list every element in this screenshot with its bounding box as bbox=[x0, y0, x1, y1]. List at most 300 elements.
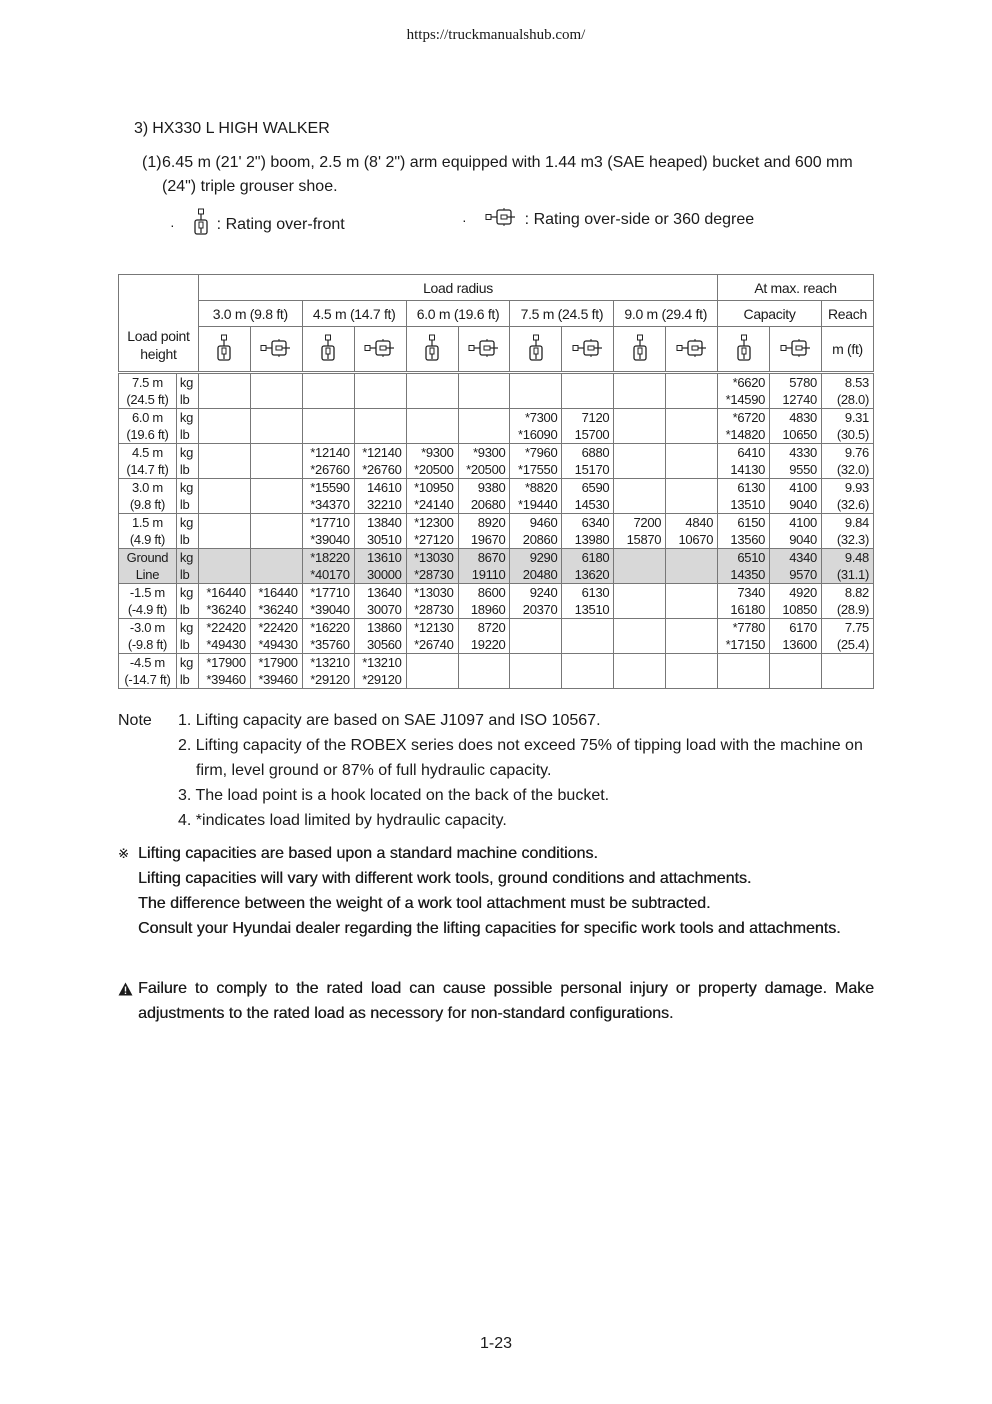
capacity-cell bbox=[562, 584, 614, 619]
capacity-cell bbox=[250, 549, 302, 584]
height-imperial: Line bbox=[135, 567, 160, 582]
max-reach-capacity-cell bbox=[718, 444, 770, 479]
capacity-cell bbox=[458, 584, 510, 619]
rating-over-front-icon bbox=[302, 327, 354, 373]
capacity-cell bbox=[562, 444, 614, 479]
value-kg bbox=[666, 479, 713, 496]
capacity-cell bbox=[406, 514, 458, 549]
value-kg bbox=[407, 409, 454, 426]
value-lb: *39460 bbox=[206, 672, 246, 687]
value-kg: 9.84 bbox=[844, 515, 869, 530]
value-lb bbox=[562, 636, 609, 653]
value-lb: *17550 bbox=[518, 462, 558, 477]
value-kg: 8670 bbox=[477, 550, 506, 565]
capacity-cell bbox=[198, 584, 250, 619]
max-reach-capacity-cell bbox=[770, 373, 822, 409]
capacity-cell bbox=[302, 373, 354, 409]
capacity-cell bbox=[614, 584, 666, 619]
max-reach-capacity-cell bbox=[770, 654, 822, 689]
value-lb: *26760 bbox=[310, 462, 350, 477]
value-kg: 13610 bbox=[366, 550, 402, 565]
unit-label: kg bbox=[179, 375, 194, 390]
unit-label: kg bbox=[179, 585, 194, 600]
value-lb: 30070 bbox=[366, 602, 402, 617]
value-lb: 10850 bbox=[782, 602, 817, 617]
value-lb: (28.9) bbox=[836, 602, 869, 617]
page-number: 1-23 bbox=[479, 1335, 513, 1352]
capacity-header: Capacity bbox=[718, 301, 822, 327]
capacity-cell bbox=[458, 654, 510, 689]
value-kg: *12300 bbox=[414, 515, 454, 530]
value-lb bbox=[666, 636, 713, 653]
value-kg: *12140 bbox=[310, 445, 350, 460]
value-lb: *49430 bbox=[258, 637, 298, 652]
load-point-height bbox=[119, 654, 177, 689]
legend-side-label: : Rating over-side or 360 degree bbox=[524, 210, 755, 228]
note-item: 3. The load point is a hook located on the back of the bucket. bbox=[178, 787, 610, 804]
height-metric: -1.5 m bbox=[129, 585, 165, 600]
value-kg bbox=[251, 374, 298, 391]
value-kg bbox=[614, 619, 661, 636]
capacity-cell bbox=[354, 549, 406, 584]
spec-text: 6.45 m (21' 2") boom, 2.5 m (8' 2") arm equipped with 1.44 m3 (SAE heaped) bucket and 600 mm (24") triple grouser shoe. bbox=[162, 154, 853, 195]
value-kg: *16220 bbox=[310, 620, 350, 635]
unit-label: lb bbox=[179, 602, 190, 617]
load-point-height bbox=[119, 479, 177, 514]
value-kg: 13860 bbox=[366, 620, 402, 635]
rating-over-front-icon bbox=[718, 327, 770, 373]
value-lb bbox=[251, 566, 298, 583]
value-kg bbox=[614, 584, 661, 601]
radius-col-header: 7.5 m (24.5 ft) bbox=[510, 301, 614, 327]
capacity-cell bbox=[510, 514, 562, 549]
max-reach-capacity-cell bbox=[770, 479, 822, 514]
rating-over-side-icon bbox=[485, 208, 517, 231]
capacity-cell bbox=[614, 619, 666, 654]
value-kg bbox=[199, 514, 246, 531]
value-kg bbox=[822, 654, 869, 671]
value-kg: 8.53 bbox=[844, 375, 869, 390]
value-lb: *16090 bbox=[518, 427, 558, 442]
value-lb: 13510 bbox=[574, 602, 610, 617]
reach-cell bbox=[821, 584, 873, 619]
value-kg: 6170 bbox=[789, 620, 817, 635]
value-kg bbox=[459, 374, 506, 391]
value-kg bbox=[251, 444, 298, 461]
height-metric: 4.5 m bbox=[131, 445, 163, 460]
value-kg: 9.31 bbox=[844, 410, 869, 425]
value-kg bbox=[614, 374, 661, 391]
height-metric: Ground bbox=[126, 550, 169, 565]
value-kg: 4830 bbox=[789, 410, 817, 425]
unit-label: lb bbox=[179, 392, 190, 407]
value-kg: *13210 bbox=[310, 655, 350, 670]
legend-front-label: : Rating over-front bbox=[216, 215, 345, 233]
value-kg: 9380 bbox=[477, 480, 506, 495]
value-lb: *20500 bbox=[466, 462, 506, 477]
unit-label: lb bbox=[179, 462, 190, 477]
reach-unit: m (ft) bbox=[821, 327, 873, 373]
value-lb: 9550 bbox=[789, 462, 817, 477]
value-lb: *28730 bbox=[414, 602, 454, 617]
capacity-cell bbox=[458, 409, 510, 444]
value-lb: *34370 bbox=[310, 497, 350, 512]
value-lb: 14530 bbox=[574, 497, 610, 512]
remark-line: The difference between the weight of a work tool attachment must be subtracted. bbox=[138, 895, 711, 912]
capacity-cell bbox=[406, 444, 458, 479]
value-kg: *22420 bbox=[258, 620, 298, 635]
load-point-height bbox=[119, 514, 177, 549]
value-kg: *9300 bbox=[473, 445, 506, 460]
value-kg bbox=[251, 514, 298, 531]
value-lb bbox=[614, 566, 661, 583]
value-kg: *16440 bbox=[206, 585, 246, 600]
value-lb bbox=[510, 391, 557, 408]
value-kg bbox=[510, 619, 557, 636]
capacity-cell bbox=[198, 619, 250, 654]
section-title-text: HX330 L HIGH WALKER bbox=[152, 120, 330, 137]
notes-list bbox=[178, 708, 878, 833]
capacity-cell bbox=[302, 409, 354, 444]
max-reach-capacity-cell bbox=[770, 584, 822, 619]
capacity-cell bbox=[198, 373, 250, 409]
capacity-cell bbox=[406, 479, 458, 514]
value-kg: *9300 bbox=[421, 445, 454, 460]
table-row bbox=[119, 549, 874, 584]
value-kg bbox=[770, 654, 817, 671]
height-imperial: (4.9 ft) bbox=[129, 532, 166, 547]
value-kg bbox=[459, 654, 506, 671]
table-row bbox=[119, 584, 874, 619]
value-lb bbox=[407, 391, 454, 408]
value-lb: 14350 bbox=[730, 567, 766, 582]
value-lb bbox=[666, 671, 713, 688]
capacity-cell bbox=[406, 619, 458, 654]
capacity-cell bbox=[666, 373, 718, 409]
value-lb: *26740 bbox=[414, 637, 454, 652]
value-lb: 20370 bbox=[522, 602, 558, 617]
radius-col-header: 4.5 m (14.7 ft) bbox=[302, 301, 406, 327]
value-lb bbox=[770, 671, 817, 688]
value-kg: 6130 bbox=[581, 585, 610, 600]
table-row bbox=[119, 444, 874, 479]
height-metric: 7.5 m bbox=[131, 375, 163, 390]
rating-over-side-icon bbox=[770, 327, 822, 373]
value-kg: 9.48 bbox=[844, 550, 869, 565]
warning-text: Failure to comply to the rated load can cause possible personal injury or property damage. Make adjustments to the rated load as necessory for non-standard configurations. bbox=[138, 980, 874, 1022]
capacity-cell bbox=[406, 409, 458, 444]
value-lb bbox=[510, 636, 557, 653]
capacity-cell bbox=[562, 619, 614, 654]
capacity-cell bbox=[406, 654, 458, 689]
capacity-cell bbox=[302, 514, 354, 549]
unit-cell bbox=[176, 514, 198, 549]
capacity-cell bbox=[406, 373, 458, 409]
value-lb: *26760 bbox=[362, 462, 402, 477]
remark-line: Consult your Hyundai dealer regarding the lifting capacities for specific work tools and attachments. bbox=[138, 920, 841, 937]
table-row bbox=[119, 654, 874, 689]
max-reach-capacity-cell bbox=[770, 409, 822, 444]
note-item: 2. Lifting capacity of the ROBEX series does not exceed 75% of tipping load with the machine on firm, level ground or 87% of full hydraulic capacity. bbox=[178, 737, 863, 779]
value-lb: 13620 bbox=[574, 567, 610, 582]
value-kg bbox=[199, 444, 246, 461]
value-kg: 6180 bbox=[581, 550, 610, 565]
capacity-cell bbox=[458, 514, 510, 549]
value-kg: 9290 bbox=[529, 550, 558, 565]
value-kg: 13840 bbox=[366, 515, 402, 530]
value-lb: 14130 bbox=[730, 462, 766, 477]
reach-cell bbox=[821, 654, 873, 689]
unit-label: lb bbox=[179, 567, 190, 582]
value-lb bbox=[355, 391, 402, 408]
value-kg: *17710 bbox=[310, 515, 350, 530]
value-kg: *8820 bbox=[524, 480, 558, 495]
rating-over-side-icon bbox=[562, 327, 614, 373]
value-lb: *39460 bbox=[258, 672, 298, 687]
value-kg bbox=[459, 409, 506, 426]
value-lb: (31.1) bbox=[836, 567, 869, 582]
capacity-cell bbox=[198, 514, 250, 549]
capacity-cell bbox=[250, 654, 302, 689]
value-kg: *7300 bbox=[524, 410, 558, 425]
capacity-cell bbox=[666, 619, 718, 654]
value-kg: *15590 bbox=[310, 480, 350, 495]
radius-col-header: 6.0 m (19.6 ft) bbox=[406, 301, 510, 327]
value-lb: 10650 bbox=[782, 427, 817, 442]
capacity-cell bbox=[614, 444, 666, 479]
height-metric: 3.0 m bbox=[131, 480, 163, 495]
value-lb bbox=[666, 391, 713, 408]
max-reach-capacity-cell bbox=[718, 549, 770, 584]
value-kg: 4920 bbox=[789, 585, 817, 600]
rating-over-front-icon bbox=[198, 327, 250, 373]
value-lb: 30000 bbox=[366, 567, 402, 582]
height-metric: -3.0 m bbox=[129, 620, 165, 635]
value-lb bbox=[666, 496, 713, 513]
load-point-height bbox=[119, 409, 177, 444]
value-kg bbox=[666, 409, 713, 426]
capacity-cell bbox=[302, 444, 354, 479]
rating-over-front-icon bbox=[510, 327, 562, 373]
remark-line: Lifting capacities are based upon a standard machine conditions. bbox=[138, 845, 598, 862]
capacity-cell bbox=[302, 584, 354, 619]
value-kg bbox=[666, 584, 713, 601]
value-kg: *16440 bbox=[258, 585, 298, 600]
value-lb bbox=[614, 391, 661, 408]
capacity-cell bbox=[666, 584, 718, 619]
value-lb bbox=[562, 391, 609, 408]
value-kg: 9.93 bbox=[844, 480, 869, 495]
value-kg: 8.82 bbox=[844, 585, 869, 600]
table-row bbox=[119, 373, 874, 409]
value-kg bbox=[251, 549, 298, 566]
unit-label: kg bbox=[179, 655, 194, 670]
value-lb: 30560 bbox=[366, 637, 402, 652]
capacity-cell bbox=[614, 479, 666, 514]
value-kg: *10950 bbox=[414, 480, 454, 495]
value-kg bbox=[199, 549, 246, 566]
capacity-cell bbox=[302, 619, 354, 654]
value-lb bbox=[251, 426, 298, 443]
max-reach-capacity-cell bbox=[770, 549, 822, 584]
height-imperial: (14.7 ft) bbox=[126, 462, 169, 477]
value-kg: 7.75 bbox=[844, 620, 869, 635]
value-kg: 4330 bbox=[789, 445, 817, 460]
radius-col-header: 9.0 m (29.4 ft) bbox=[614, 301, 718, 327]
capacity-cell bbox=[458, 619, 510, 654]
value-lb: (32.6) bbox=[836, 497, 869, 512]
value-kg: 4340 bbox=[789, 550, 817, 565]
unit-cell bbox=[176, 549, 198, 584]
value-kg: 7200 bbox=[633, 515, 662, 530]
value-lb bbox=[666, 426, 713, 443]
capacity-cell bbox=[250, 479, 302, 514]
unit-cell bbox=[176, 584, 198, 619]
value-kg: 6340 bbox=[581, 515, 610, 530]
value-kg: 9240 bbox=[529, 585, 558, 600]
value-kg: 7340 bbox=[737, 585, 766, 600]
capacity-cell bbox=[354, 514, 406, 549]
unit-label: kg bbox=[179, 480, 194, 495]
notes-label: Note bbox=[118, 712, 152, 729]
value-kg: *7960 bbox=[524, 445, 558, 460]
value-lb bbox=[614, 636, 661, 653]
value-lb: 13510 bbox=[730, 497, 766, 512]
height-imperial: (-9.8 ft) bbox=[127, 637, 168, 652]
value-kg bbox=[666, 444, 713, 461]
value-kg: 6590 bbox=[581, 480, 610, 495]
value-kg bbox=[199, 409, 246, 426]
height-imperial: (24.5 ft) bbox=[126, 392, 169, 407]
note-item: 1. Lifting capacity are based on SAE J1097 and ISO 10567. bbox=[178, 712, 601, 729]
capacity-cell bbox=[510, 584, 562, 619]
max-reach-capacity-cell bbox=[718, 654, 770, 689]
height-metric: 6.0 m bbox=[131, 410, 163, 425]
unit-label: kg bbox=[179, 445, 194, 460]
value-kg: 4840 bbox=[685, 515, 714, 530]
value-kg: 6150 bbox=[737, 515, 766, 530]
lifting-capacity-table bbox=[118, 274, 874, 689]
value-lb bbox=[614, 496, 661, 513]
capacity-cell bbox=[666, 654, 718, 689]
capacity-cell bbox=[510, 619, 562, 654]
value-kg: *17900 bbox=[258, 655, 298, 670]
value-lb bbox=[355, 426, 402, 443]
value-lb: 10670 bbox=[678, 532, 714, 547]
capacity-cell bbox=[354, 409, 406, 444]
capacity-cell bbox=[666, 444, 718, 479]
reach-cell bbox=[821, 619, 873, 654]
value-kg: 4100 bbox=[789, 480, 817, 495]
value-kg: 5780 bbox=[789, 375, 817, 390]
capacity-cell bbox=[562, 373, 614, 409]
value-kg bbox=[614, 444, 661, 461]
capacity-cell bbox=[458, 373, 510, 409]
capacity-cell bbox=[198, 409, 250, 444]
radius-col-header: 3.0 m (9.8 ft) bbox=[198, 301, 302, 327]
value-lb bbox=[251, 461, 298, 478]
value-kg: 6880 bbox=[581, 445, 610, 460]
height-imperial: (-14.7 ft) bbox=[124, 672, 171, 687]
value-lb: 12740 bbox=[782, 392, 817, 407]
value-lb: *29120 bbox=[362, 672, 402, 687]
load-point-height bbox=[119, 619, 177, 654]
value-kg bbox=[666, 654, 713, 671]
value-kg bbox=[355, 409, 402, 426]
section-number: 3) bbox=[134, 120, 149, 137]
value-lb bbox=[303, 426, 350, 443]
reach-cell bbox=[821, 514, 873, 549]
value-kg bbox=[614, 654, 661, 671]
value-lb: 15700 bbox=[574, 427, 610, 442]
capacity-cell bbox=[354, 619, 406, 654]
capacity-cell bbox=[198, 479, 250, 514]
max-reach-capacity-cell bbox=[770, 514, 822, 549]
value-lb: *28730 bbox=[414, 567, 454, 582]
value-kg: *18220 bbox=[310, 550, 350, 565]
capacity-cell bbox=[510, 409, 562, 444]
value-kg: *6720 bbox=[732, 410, 766, 425]
value-kg bbox=[614, 549, 661, 566]
rating-over-side-icon bbox=[666, 327, 718, 373]
spec-number: (1) bbox=[142, 154, 162, 171]
value-lb bbox=[459, 426, 506, 443]
value-kg bbox=[355, 374, 402, 391]
unit-label: kg bbox=[179, 620, 194, 635]
capacity-cell bbox=[406, 584, 458, 619]
unit-label: kg bbox=[179, 550, 194, 565]
value-kg: 9.76 bbox=[844, 445, 869, 460]
value-lb: (25.4) bbox=[836, 637, 869, 652]
rating-over-front-icon bbox=[406, 327, 458, 373]
value-lb: *27120 bbox=[414, 532, 454, 547]
value-kg bbox=[510, 374, 557, 391]
rating-over-front-icon bbox=[193, 208, 209, 241]
capacity-cell bbox=[250, 584, 302, 619]
value-lb: *36240 bbox=[206, 602, 246, 617]
value-lb bbox=[251, 391, 298, 408]
rating-icon-row bbox=[119, 327, 874, 373]
value-lb bbox=[459, 391, 506, 408]
capacity-cell bbox=[666, 409, 718, 444]
value-kg bbox=[562, 374, 609, 391]
remark-line: Lifting capacities will vary with different work tools, ground conditions and attachments. bbox=[138, 870, 752, 887]
value-kg bbox=[510, 654, 557, 671]
value-lb: 19110 bbox=[471, 567, 506, 582]
max-reach-capacity-cell bbox=[770, 619, 822, 654]
value-kg bbox=[666, 374, 713, 391]
value-kg bbox=[199, 479, 246, 496]
legend bbox=[170, 208, 870, 244]
unit-label: lb bbox=[179, 637, 190, 652]
value-lb bbox=[718, 671, 765, 688]
value-kg bbox=[562, 654, 609, 671]
value-kg: *12130 bbox=[414, 620, 454, 635]
capacity-cell bbox=[458, 549, 510, 584]
max-reach-header: At max. reach bbox=[718, 275, 874, 301]
value-lb: *36240 bbox=[258, 602, 298, 617]
value-lb bbox=[407, 426, 454, 443]
max-reach-capacity-cell bbox=[718, 409, 770, 444]
load-point-height bbox=[119, 444, 177, 479]
rating-over-side-icon bbox=[250, 327, 302, 373]
value-lb: *49430 bbox=[206, 637, 246, 652]
load-point-height bbox=[119, 373, 177, 409]
remark-lines bbox=[138, 841, 874, 941]
value-lb bbox=[199, 566, 246, 583]
load-point-height bbox=[119, 584, 177, 619]
value-lb: *24140 bbox=[414, 497, 454, 512]
